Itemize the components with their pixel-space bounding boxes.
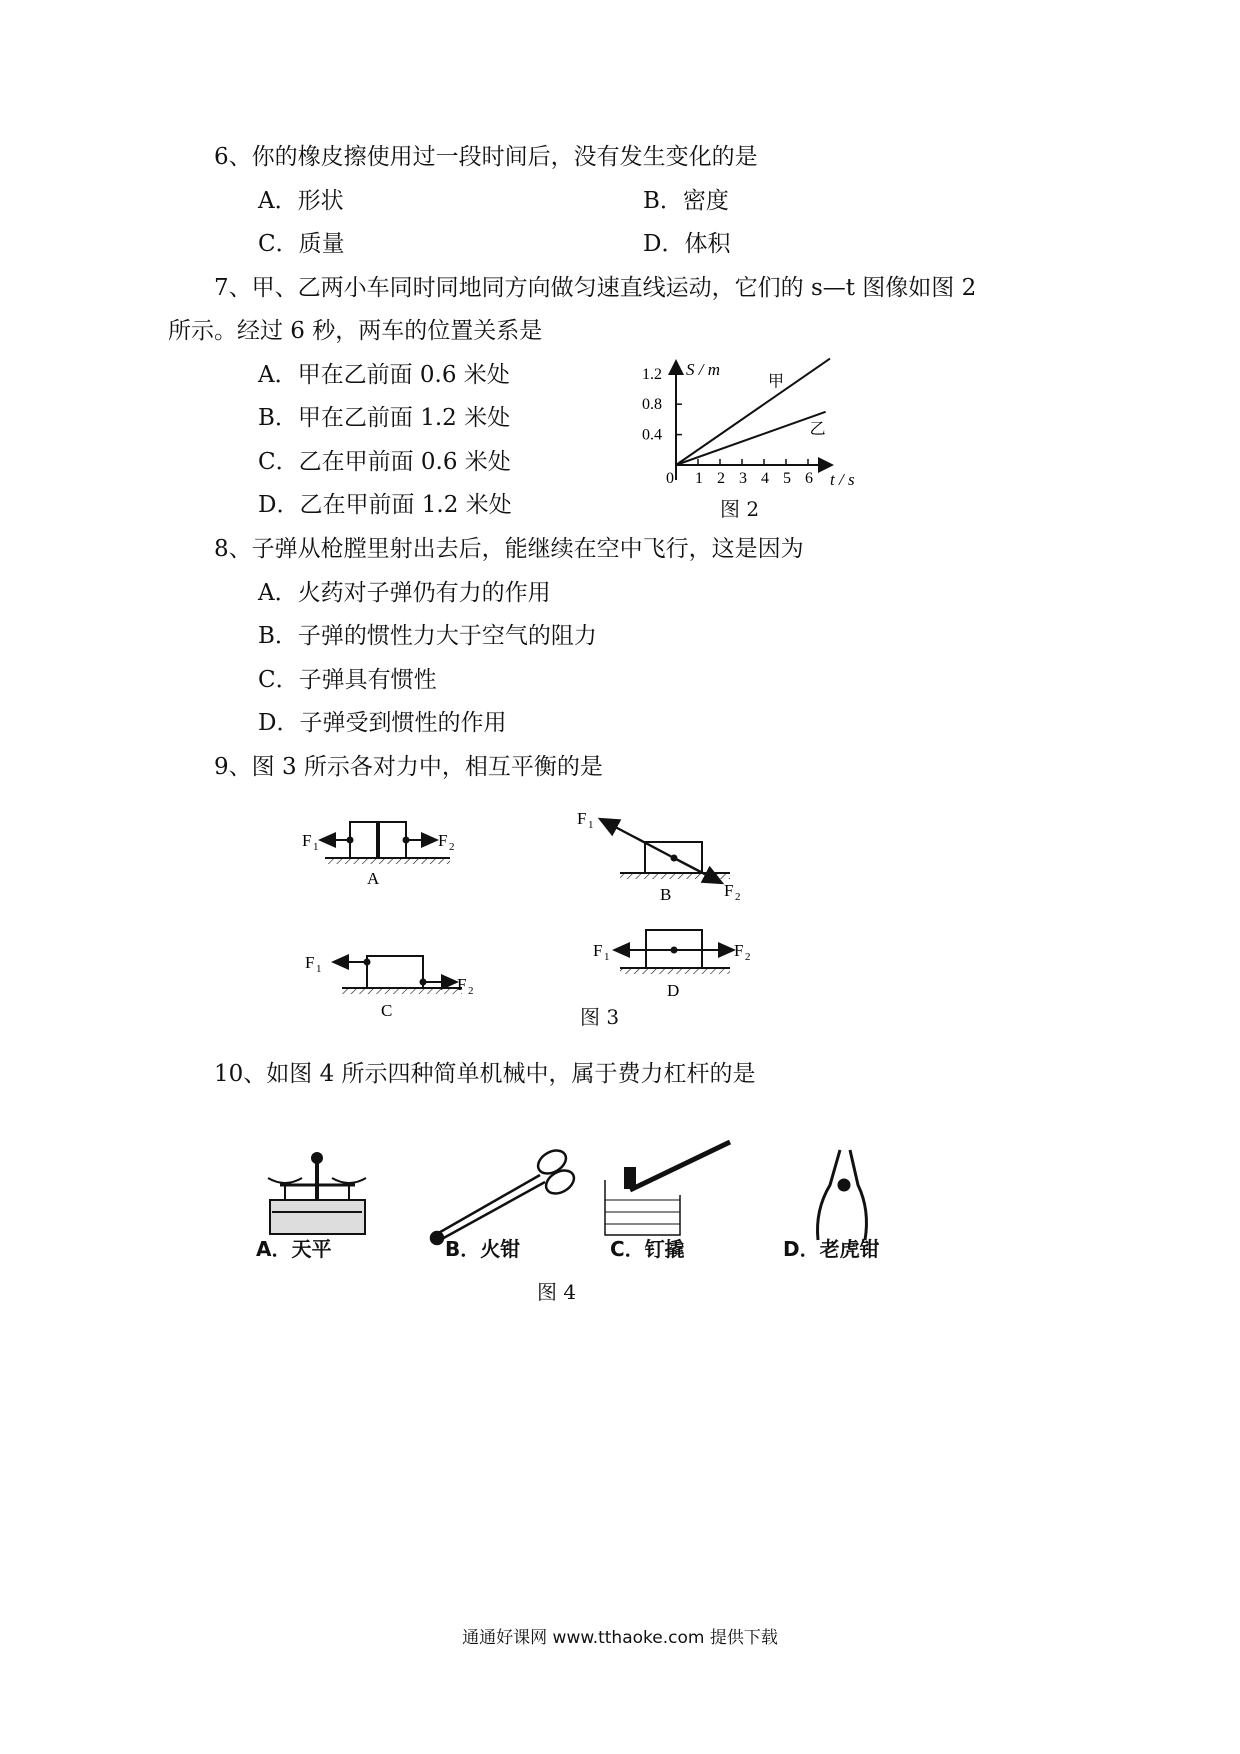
q6-option-d: D．体积 (643, 231, 731, 257)
x-tick-label: 3 (739, 470, 747, 487)
q8-option-a: A．火药对子弹仍有力的作用 (258, 580, 551, 606)
tool-label-c: C．钉撬 (610, 1237, 685, 1261)
figure-2-caption: 图 2 (720, 497, 760, 521)
force-diagram-a (302, 822, 455, 888)
x-tick-label: 0 (666, 470, 674, 487)
x-tick-label: 5 (783, 470, 791, 487)
x-tick-label: 1 (695, 470, 703, 487)
tool-label-d: D．老虎钳 (783, 1237, 880, 1261)
label-d-f1-sub: 1 (604, 951, 610, 963)
y-tick-label: 0.8 (642, 396, 662, 414)
x-tick-label: 2 (717, 470, 725, 487)
tool-label-b: B．火钳 (445, 1237, 521, 1261)
label-d-f1: F (593, 941, 603, 960)
q7-option-c: C．乙在甲前面 0.6 米处 (258, 449, 511, 475)
force-diagram-c (305, 953, 474, 1020)
pliers-icon (818, 1150, 867, 1240)
nail-puller-icon (605, 1142, 730, 1235)
fire-tongs-icon (431, 1146, 578, 1244)
q10-stem: 10、如图 4 所示四种简单机械中，属于费力杠杆的是 (214, 1061, 756, 1087)
q7-option-b: B．甲在乙前面 1.2 米处 (258, 405, 511, 431)
q8-option-c: C．子弹具有惯性 (258, 667, 437, 693)
q6-option-a: A．形状 (258, 188, 344, 214)
q7-option-d: D．乙在甲前面 1.2 米处 (258, 492, 512, 518)
q9-stem: 9、图 3 所示各对力中，相互平衡的是 (214, 754, 603, 780)
y-axis-label: S / m (686, 360, 720, 379)
label-f2-sub: 2 (449, 841, 455, 853)
label-b-f1-sub: 1 (588, 819, 594, 831)
q7-option-a: A．甲在乙前面 0.6 米处 (258, 362, 510, 388)
label-b-f2-sub: 2 (735, 891, 741, 903)
label-a: A (367, 869, 380, 888)
label-c-f2-sub: 2 (468, 985, 474, 997)
x-tick-label: 4 (761, 470, 769, 487)
label-b-f1: F (577, 809, 587, 828)
y-tick-label: 0.4 (642, 426, 662, 444)
tool-label-a: A．天平 (256, 1237, 332, 1261)
st-chart (630, 355, 870, 495)
label-c-f2: F (457, 975, 467, 994)
label-d: D (667, 981, 680, 1000)
page-footer: 通通好课网 www.tthaoke.com 提供下载 (462, 1628, 778, 1648)
label-f1-sub: 1 (313, 841, 319, 853)
force-diagrams (290, 800, 790, 1030)
series-label-0: 甲 (768, 373, 785, 391)
force-diagram-b (577, 809, 741, 904)
label-f2: F (438, 831, 448, 850)
q8-option-d: D．子弹受到惯性的作用 (258, 710, 507, 736)
q6-option-c: C．质量 (258, 231, 345, 257)
q6-option-b: B．密度 (643, 188, 729, 214)
q8-stem: 8、子弹从枪膛里射出去后，能继续在空中飞行，这是因为 (214, 536, 804, 562)
q7-stem-line2: 所示。经过 6 秒，两车的位置关系是 (168, 318, 543, 344)
q6-stem: 6、你的橡皮擦使用过一段时间后，没有发生变化的是 (214, 144, 758, 170)
y-tick-label: 1.2 (642, 365, 662, 383)
q8-option-b: B．子弹的惯性力大于空气的阻力 (258, 623, 597, 649)
figure-3-caption: 图 3 (580, 1005, 620, 1029)
x-axis-label: t / s (830, 470, 855, 489)
label-d-f2-sub: 2 (745, 951, 751, 963)
figure-4-caption: 图 4 (537, 1280, 577, 1304)
label-c-f1-sub: 1 (316, 963, 322, 975)
series-line-1 (676, 412, 826, 465)
label-f1: F (302, 831, 312, 850)
label-c: C (381, 1001, 393, 1020)
label-d-f2: F (734, 941, 744, 960)
series-label-1: 乙 (809, 420, 826, 438)
force-diagram-d (593, 930, 751, 1000)
q7-stem-line1: 7、甲、乙两小车同时同地同方向做匀速直线运动，它们的 s—t 图像如图 2 (214, 275, 977, 301)
x-tick-label: 6 (805, 470, 813, 487)
label-b: B (660, 885, 672, 904)
label-c-f1: F (305, 953, 315, 972)
label-b-f2: F (724, 881, 734, 900)
balance-scale-icon (268, 1153, 366, 1234)
